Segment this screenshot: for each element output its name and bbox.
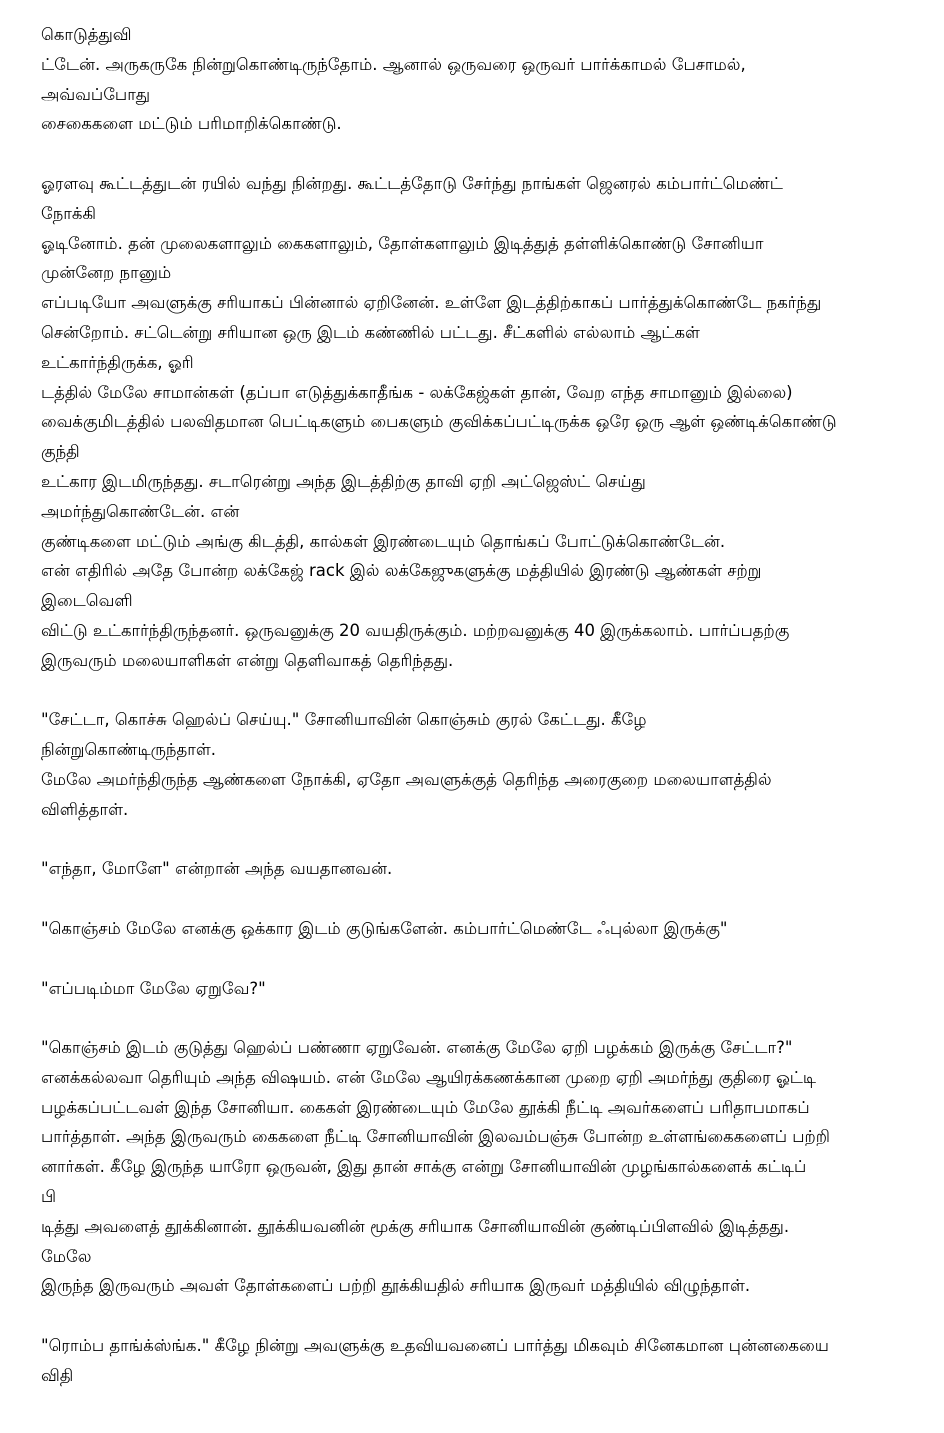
text-line: முன்னேற நானும்: [41, 263, 172, 283]
paragraph-gap: [41, 676, 930, 706]
text-line: "கொஞ்சம் இடம் குடுத்து ஹெல்ப் பண்ணா ஏறுவேன். எனக்கு மேலே ஏறி பழக்கம் இருக்கு சேட்டா?": [41, 1038, 793, 1058]
text-line: மேலே: [41, 1246, 92, 1266]
document-body: [41, 20, 930, 1391]
text-line: விதி: [41, 1365, 74, 1385]
text-line: என் எதிரில் அதே போன்ற லக்கேஜ் rack இல் லக்கேஜுகளுக்கு மத்தியில் இரண்டு ஆண்கள் சற்று: [41, 561, 762, 581]
text-line: குண்டிகளை மட்டும் அங்கு கிடத்தி, கால்கள் இரண்டையும் தொங்கப் போட்டுக்கொண்டேன்.: [41, 531, 726, 551]
text-line: பழக்கப்பட்டவள் இந்த சோனியா. கைகள் இரண்டையும் மேலே தூக்கி நீட்டி அவர்களைப் பரிதாபமாகப்: [41, 1097, 810, 1117]
text-line: நோக்கி: [41, 203, 96, 223]
text-line: எப்படியோ அவளுக்கு சரியாகப் பின்னால் ஏறினேன். உள்ளே இடத்திற்காகப் பார்த்துக்கொண்டே நகர்ந்து: [41, 293, 822, 313]
text-line: ட்டேன். அருகருகே நின்றுகொண்டிருந்தோம். ஆனால் ஒருவரை ஒருவர் பார்க்காமல் பேசாமல்,: [41, 54, 746, 74]
text-line: உட்கார இடமிருந்தது. சடாரென்று அந்த இடத்திற்கு தாவி ஏறி அட்ஜெஸ்ட் செய்து: [41, 471, 646, 491]
text-line: விளித்தாள்.: [41, 799, 129, 819]
text-line: "சேட்டா, கொச்சு ஹெல்ப் செய்யு." சோனியாவின் கொஞ்சும் குரல் கேட்டது. கீழே: [41, 710, 647, 730]
paragraph: [41, 974, 930, 1004]
text-line: ஓடினோம். தன் முலைகளாலும் கைகளாலும், தோள்களாலும் இடித்துத் தள்ளிக்கொண்டு சோனியா: [41, 233, 764, 253]
text-line: சைகைகளை மட்டும் பரிமாறிக்கொண்டு.: [41, 114, 342, 134]
text-line: இடைவெளி: [41, 591, 133, 611]
text-line: உட்கார்ந்திருக்க, ஓரி: [41, 352, 194, 372]
text-line: பார்த்தாள். அந்த இருவரும் கைகளை நீட்டி சோனியாவின் இலவம்பஞ்சு போன்ற உள்ளங்கைகளைப் பற்றி: [41, 1127, 830, 1147]
paragraph: [41, 1331, 930, 1391]
text-line: சென்றோம். சட்டென்று சரியான ஒரு இடம் கண்ணில் பட்டது. சீட்களில் எல்லாம் ஆட்கள்: [41, 322, 700, 342]
paragraph: [41, 1033, 930, 1301]
text-line: னார்கள். கீழே இருந்த யாரோ ஒருவன், இது தான் சாக்கு என்று சோனியாவின் முழங்கால்களைக் கட்டிப்: [41, 1157, 807, 1177]
paragraph-gap: [41, 884, 930, 914]
paragraph: [41, 20, 930, 139]
text-line: எனக்கல்லவா தெரியும் அந்த விஷயம். என் மேலே ஆயிரக்கணக்கான முறை ஏறி அமர்ந்து குதிரை ஓட்டி: [41, 1067, 817, 1087]
paragraph: [41, 705, 930, 824]
paragraph-gap: [41, 1301, 930, 1331]
text-line: அமர்ந்துகொண்டேன். என்: [41, 501, 240, 521]
text-line: பி: [41, 1187, 57, 1207]
paragraph: [41, 854, 930, 884]
text-line: அவ்வப்போது: [41, 84, 151, 104]
text-line: டத்தில் மேலே சாமான்கள் (தப்பா எடுத்துக்காதீங்க - லக்கேஜ்கள் தான், வேற எந்த சாமானும் இல்லை): [41, 382, 793, 402]
text-line: "எப்படிம்மா மேலே ஏறுவே?": [41, 978, 266, 998]
text-line: விட்டு உட்கார்ந்திருந்தனர். ஒருவனுக்கு 20 வயதிருக்கும். மற்றவனுக்கு 40 இருக்கலாம். பார்ப்பதற்கு: [41, 620, 790, 640]
text-line: குந்தி: [41, 442, 80, 462]
text-line: மேலே அமர்ந்திருந்த ஆண்களை நோக்கி, ஏதோ அவளுக்குத் தெரிந்த அரைகுறை மலையாளத்தில்: [41, 769, 772, 789]
paragraph: [41, 169, 930, 676]
text-line: வைக்குமிடத்தில் பலவிதமான பெட்டிகளும் பைகளும் குவிக்கப்பட்டிருக்க ஒரே ஒரு ஆள் ஒண்டிக்கொண்டு: [41, 412, 837, 432]
text-line: ஓரளவு கூட்டத்துடன் ரயில் வந்து நின்றது. கூட்டத்தோடு சேர்ந்து நாங்கள் ஜெனரல் கம்பார்ட்மெண்ட்: [41, 173, 783, 193]
text-line: "எந்தா, மோளே" என்றான் அந்த வயதானவன்.: [41, 859, 393, 879]
paragraph-gap: [41, 944, 930, 974]
text-line: "கொஞ்சம் மேலே எனக்கு ஒக்கார இடம் குடுங்களேன். கம்பார்ட்மெண்டே ஃபுல்லா இருக்கு": [41, 918, 728, 938]
text-line: கொடுத்துவி: [41, 25, 132, 44]
text-line: இருந்த இருவரும் அவள் தோள்களைப் பற்றி தூக்கியதில் சரியாக இருவர் மத்தியில் விழுந்தாள்.: [41, 1276, 751, 1296]
text-line: டித்து அவளைத் தூக்கினான். தூக்கியவனின் மூக்கு சரியாக சோனியாவின் குண்டிப்பிளவில் இடித்தது.: [41, 1216, 790, 1236]
paragraph: [41, 914, 930, 944]
text-line: நின்றுகொண்டிருந்தாள்.: [41, 740, 216, 760]
text-line: "ரொம்ப தாங்க்ஸ்ங்க." கீழே நின்று அவளுக்கு உதவியவனைப் பார்த்து மிகவும் சினேகமான புன்னகையை: [41, 1336, 829, 1356]
paragraph-gap: [41, 139, 930, 169]
paragraph-gap: [41, 1003, 930, 1033]
text-line: இருவரும் மலையாளிகள் என்று தெளிவாகத் தெரிந்தது.: [41, 650, 454, 670]
paragraph-gap: [41, 825, 930, 855]
